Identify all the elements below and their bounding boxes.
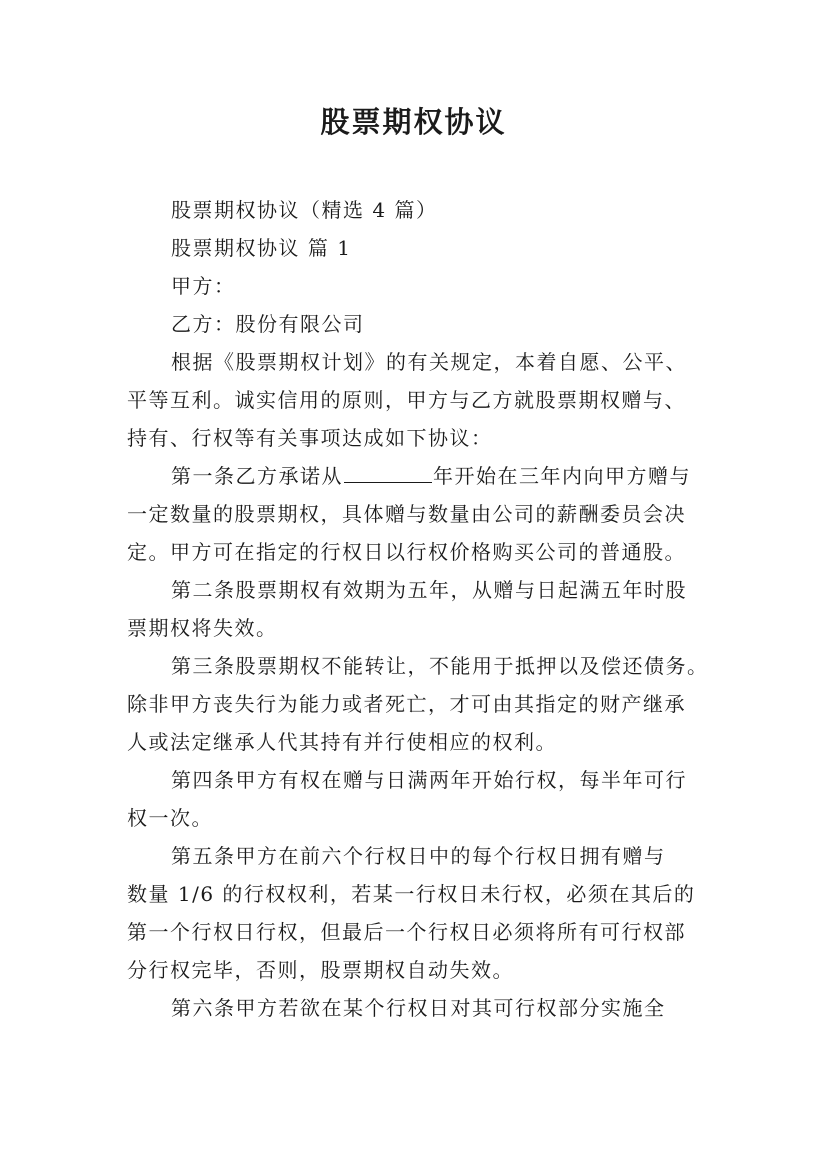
article-6-line: 第六条甲方若欲在某个行权日对其可行权部分实施全 (171, 996, 666, 1020)
paragraph-line: 平等互利。诚实信用的原则，甲方与乙方就股票期权赠与、 (127, 388, 686, 412)
party-a-line: 甲方： (171, 274, 236, 298)
party-b-line: 乙方：股份有限公司 (171, 312, 365, 336)
article-5-line: 第五条甲方在前六个行权日中的每个行权日拥有赠与 (171, 844, 666, 868)
article-3-line: 第三条股票期权不能转让，不能用于抵押以及偿还债务。 (171, 654, 709, 678)
paragraph-line: 定。甲方可在指定的行权日以行权价格购买公司的普通股。 (127, 540, 686, 564)
article-1-text-b: 年开始在三年内向甲方赠与 (433, 464, 691, 488)
paragraph-line: 人或法定继承人代其持有并行使相应的权利。 (127, 730, 557, 754)
paragraph-line: 一定数量的股票期权，具体赠与数量由公司的薪酬委员会决 (127, 502, 686, 526)
paragraph-line: 持有、行权等有关事项达成如下协议： (127, 426, 493, 450)
article-2-line: 第二条股票期权有效期为五年，从赠与日起满五年时股 (171, 578, 687, 602)
year-blank-field (344, 460, 432, 483)
document-body (127, 191, 717, 1027)
paragraph-line: 根据《股票期权计划》的有关规定，本着自愿、公平、 (171, 350, 687, 374)
paragraph-line: 票期权将失效。 (127, 616, 278, 640)
document-title: 股票期权协议 (320, 105, 507, 139)
paragraph-line: 除非甲方丧失行为能力或者死亡，才可由其指定的财产继承 (127, 692, 686, 716)
article-1-line (127, 457, 717, 495)
paragraph-line: 第一个行权日行权，但最后一个行权日必须将所有可行权部 (127, 920, 686, 944)
paragraph-line: 分行权完毕，否则，股票期权自动失效。 (127, 958, 514, 982)
paragraph-line: 权一次。 (127, 806, 213, 830)
subtitle-line: 股票期权协议（精选 4 篇） (171, 198, 438, 222)
article-4-line: 第四条甲方有权在赠与日满两年开始行权，每半年可行 (171, 768, 687, 792)
article-1-text-a: 第一条乙方承诺从 (171, 464, 343, 488)
paragraph-line: 数量 1/6 的行权权利，若某一行权日未行权，必须在其后的 (127, 882, 696, 906)
section-heading: 股票期权协议 篇 1 (171, 236, 352, 260)
